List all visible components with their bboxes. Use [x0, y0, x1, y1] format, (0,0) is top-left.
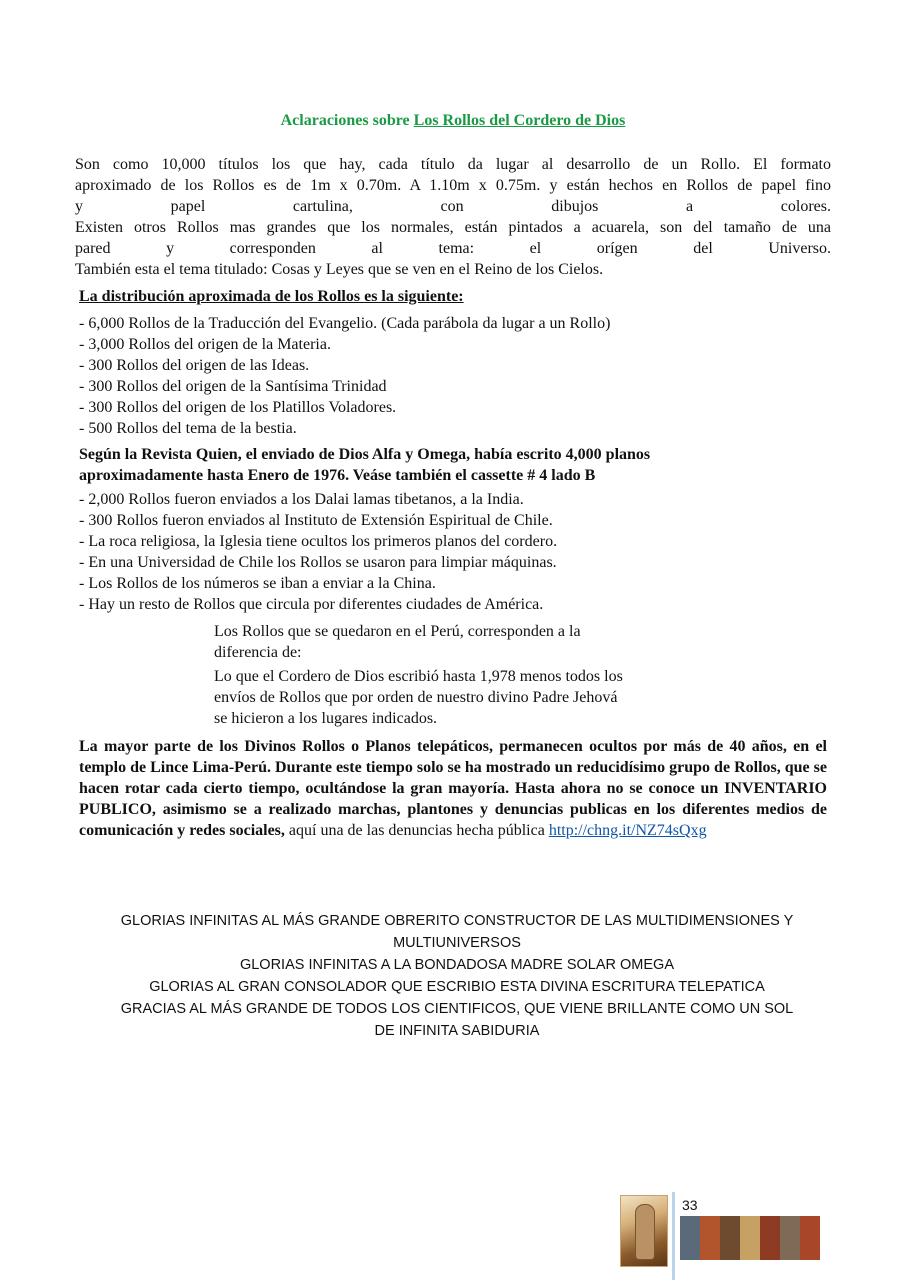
revista-line: Según la Revista Quien, el enviado de Dios Alfa y Omega, había escrito 4,000 planos	[79, 446, 651, 463]
title-link[interactable]: Los Rollos del Cordero de Dios	[413, 112, 626, 129]
list-item: - 300 Rollos fueron enviados al Instituto de Extensión Espiritual de Chile.	[79, 512, 553, 529]
list-item: - 6,000 Rollos de la Traducción del Evangelio. (Cada parábola da lugar a un Rollo)	[79, 315, 611, 332]
collage-tile	[720, 1216, 740, 1260]
glorias-line: GRACIAS AL MÁS GRANDE DE TODOS LOS CIENTIFICOS, QUE VIENE BRILLANTE COMO UN SOL	[120, 1001, 794, 1017]
peru-line: Lo que el Cordero de Dios escribió hasta 1,978 menos todos los	[214, 668, 623, 685]
list-item: - Los Rollos de los números se iban a enviar a la China.	[79, 575, 436, 592]
list-item: - 300 Rollos del origen de los Platillos Voladores.	[79, 399, 397, 416]
collage-tile	[680, 1216, 700, 1260]
revista-paragraph	[79, 444, 839, 486]
list-item: - 300 Rollos del origen de la Santísima Trinidad	[79, 378, 387, 395]
intro-line: y papel cartulina, con dibujos a colores.	[75, 198, 831, 215]
list-item: - 3,000 Rollos del origen de la Materia.	[79, 336, 331, 353]
list-item: - En una Universidad de Chile los Rollos se usaron para limpiar máquinas.	[79, 554, 557, 571]
glorias-line: GLORIAS INFINITAS A LA BONDADOSA MADRE SOLAR OMEGA	[239, 957, 675, 973]
page-number: 33	[682, 1197, 698, 1213]
intro-line: pared y corresponden al tema: el orígen del Universo.	[75, 240, 831, 257]
list-item: - 2,000 Rollos fueron enviados a los Dalai lamas tibetanos, a la India.	[79, 491, 524, 508]
peru-line: se hicieron a los lugares indicados.	[214, 710, 438, 727]
glorias-line: GLORIAS AL GRAN CONSOLADOR QUE ESCRIBIO ESTA DIVINA ESCRITURA TELEPATICA	[149, 979, 765, 995]
intro-paragraph	[75, 154, 831, 280]
intro-line: aproximado de los Rollos es de 1m x 0.70m. A 1.10m x 0.75m. y están hechos en Rollos de papel fino	[75, 177, 831, 194]
distribution-heading: La distribución aproximada de los Rollos es la siguiente:	[79, 288, 464, 305]
footer-figure-image	[620, 1195, 668, 1267]
hidden-plain-text: aquí una de las denuncias hecha pública	[284, 822, 549, 839]
petition-link[interactable]: http://chng.it/NZ74sQxg	[548, 822, 707, 839]
revista-line: aproximadamente hasta Enero de 1976. Veáse también el cassette # 4 lado B	[79, 467, 596, 484]
footer-collage-image	[680, 1216, 820, 1260]
collage-tile	[740, 1216, 760, 1260]
peru-line: envíos de Rollos que por orden de nuestro divino Padre Jehová	[214, 689, 618, 706]
collage-tile	[800, 1216, 820, 1260]
document-title	[0, 112, 906, 130]
peru-line: Los Rollos que se quedaron en el Perú, corresponden a la	[214, 623, 581, 640]
intro-line: Son como 10,000 títulos los que hay, cada título da lugar al desarrollo de un Rollo. El formato	[75, 156, 831, 173]
distribution-list	[79, 313, 610, 439]
list-item: - La roca religiosa, la Iglesia tiene ocultos los primeros planos del cordero.	[79, 533, 558, 550]
list-item: - Hay un resto de Rollos que circula por diferentes ciudades de América.	[79, 596, 544, 613]
hidden-rollos-paragraph	[79, 736, 827, 841]
footer-divider	[672, 1192, 675, 1280]
intro-line: Existen otros Rollos mas grandes que los normales, están pintados a acuarela, son del tamaño de una	[75, 219, 831, 236]
shipments-list	[79, 489, 557, 615]
collage-tile	[760, 1216, 780, 1260]
list-item: - 300 Rollos del origen de las Ideas.	[79, 357, 310, 374]
title-prefix: Aclaraciones sobre	[280, 112, 414, 129]
list-item: - 500 Rollos del tema de la bestia.	[79, 420, 297, 437]
glorias-line: GLORIAS INFINITAS AL MÁS GRANDE OBRERITO CONSTRUCTOR DE LAS MULTIDIMENSIONES Y	[120, 913, 794, 929]
collage-tile	[700, 1216, 720, 1260]
figure-silhouette	[635, 1204, 655, 1260]
intro-line: También esta el tema titulado: Cosas y Leyes que se ven en el Reino de los Cielos.	[75, 261, 604, 278]
hidden-bold-text: La mayor parte de los Divinos Rollos o Planos telepáticos, permanecen ocultos por más de 40 años, en el templo de Lince Lima-Perú. Durante este tiempo solo se ha mostrado un reducidísimo grupo de Rollos, que se hacen rotar cada cierto tiempo, ocultándose la gran mayoría. Hasta ahora no se conoce un INVENTARIO PUBLICO, asimismo se a realizado marchas, plantones y denuncias publicas en los diferentes medios de comunicación y redes sociales,	[79, 738, 827, 839]
glorias-line: DE INFINITA SABIDURIA	[374, 1023, 540, 1039]
peru-line: diferencia de:	[214, 644, 302, 661]
glorias-block	[100, 910, 814, 1042]
peru-paragraph-1	[214, 621, 684, 663]
peru-paragraph-2	[214, 666, 694, 729]
collage-tile	[780, 1216, 800, 1260]
glorias-line: MULTIUNIVERSOS	[393, 935, 521, 951]
